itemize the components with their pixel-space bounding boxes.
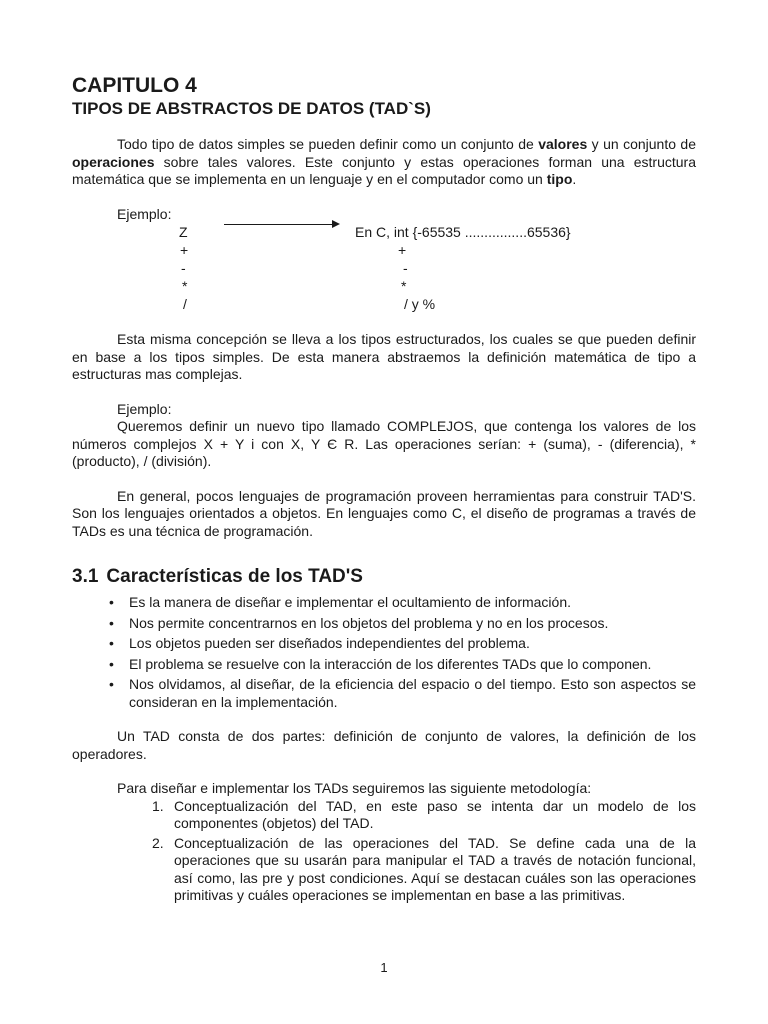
paragraph-methodology: Para diseñar e implementar los TADs seguiremos las siguiente metodología: [117, 780, 592, 796]
example1 [72, 206, 696, 315]
example1-right: * [401, 278, 407, 294]
example1-left: + [180, 242, 189, 258]
chapter-title: CAPITULO 4 [72, 74, 197, 97]
paragraph-languages: En general, pocos lenguajes de programación proveen herramientas para construir TAD'S. Son los lenguajes orientados a objetos. En lenguajes como C, el diseño de programas a través de TADs es una técnica de programación. [72, 487, 696, 539]
example1-row [72, 278, 696, 296]
example1-label: Ejemplo: [117, 205, 172, 222]
example1-left: * [182, 278, 188, 294]
intro-paragraph: Todo tipo de datos simples se pueden definir como un conjunto de valores y un conjunto de operaciones sobre tales valores. Este conjunto y estas operaciones forman una estructura matemática que se implementa en un lenguaje y en el computador como un tipo. [72, 136, 697, 187]
list-item: • Nos permite concentrarnos en los objetos del problema y no en los procesos. [72, 615, 696, 633]
example1-right: En C, int {-65535 ................65536} [355, 224, 571, 240]
step-text: Conceptualización de las operaciones del TAD. Se define cada una de la operaciones que su usarán para manipular el TAD a través de notación funcional, así como, las pre y post condiciones. Aquí se destacan cuáles son las operaciones primitivas y cuáles operaciones se implementan en base a las primitivas. [174, 834, 696, 903]
list-item: • Es la manera de diseñar e implementar el ocultamiento de información. [72, 594, 696, 612]
example2-label: Ejemplo: [117, 400, 172, 417]
paragraph-structured-types: Esta misma concepción se lleva a los tipos estructurados, los cuales se que pueden definir en base a los tipos simples. De esta manera abstraemos la definición matemática de tipo a estructuras mas complejas. [72, 331, 696, 382]
methodology-list [72, 798, 696, 905]
list-item: • Los objetos pueden ser diseñados independientes del problema. [72, 635, 696, 653]
characteristics-list [72, 594, 696, 711]
example1-right: - [403, 260, 408, 276]
example1-table [72, 224, 696, 314]
bold-tipo: tipo [546, 171, 573, 187]
chapter-subtitle: TIPOS DE ABSTRACTOS DE DATOS (TAD`S) [72, 99, 431, 118]
section-heading [72, 566, 696, 588]
step-number: 2. [152, 834, 164, 851]
list-item [72, 835, 696, 905]
step-number: 1. [152, 797, 164, 814]
example1-left: - [181, 260, 186, 276]
bold-valores: valores [538, 136, 588, 152]
paragraph-tad-parts: Un TAD consta de dos partes: definición de conjunto de valores, la definición de los operadores. [72, 728, 696, 762]
example1-row [72, 224, 696, 242]
example2-text: Queremos definir un nuevo tipo llamado COMPLEJOS, que contenga los valores de los números complejos X + Y i con X, Y Є R. Las operaciones serían: + (suma), - (diferencia), * (producto), / (división). [72, 418, 696, 469]
example2 [72, 401, 696, 471]
example1-row [72, 296, 696, 314]
example1-left: Z [179, 224, 188, 240]
page-number: 1 [380, 960, 388, 975]
example1-right: + [398, 242, 407, 258]
document-page [72, 74, 696, 907]
list-item: • Nos olvidamos, al diseñar, de la eficiencia del espacio o del tiempo. Esto son aspectos se consideran en la implementación. [72, 676, 696, 711]
step-text: Conceptualización del TAD, en este paso se intenta dar un modelo de los componentes (objetos) del TAD. [174, 797, 696, 831]
list-item [72, 798, 696, 833]
example1-left: / [183, 296, 187, 312]
right-arrow-icon [224, 224, 338, 225]
example1-row [72, 260, 696, 278]
section-number: 3.1 [72, 566, 99, 587]
section-title: Características de los TAD'S [106, 566, 363, 587]
example1-row [72, 242, 696, 260]
example1-right: / y % [404, 296, 436, 312]
list-item: • El problema se resuelve con la interacción de los diferentes TADs que lo componen. [72, 656, 696, 674]
bold-operaciones: operaciones [72, 153, 155, 170]
